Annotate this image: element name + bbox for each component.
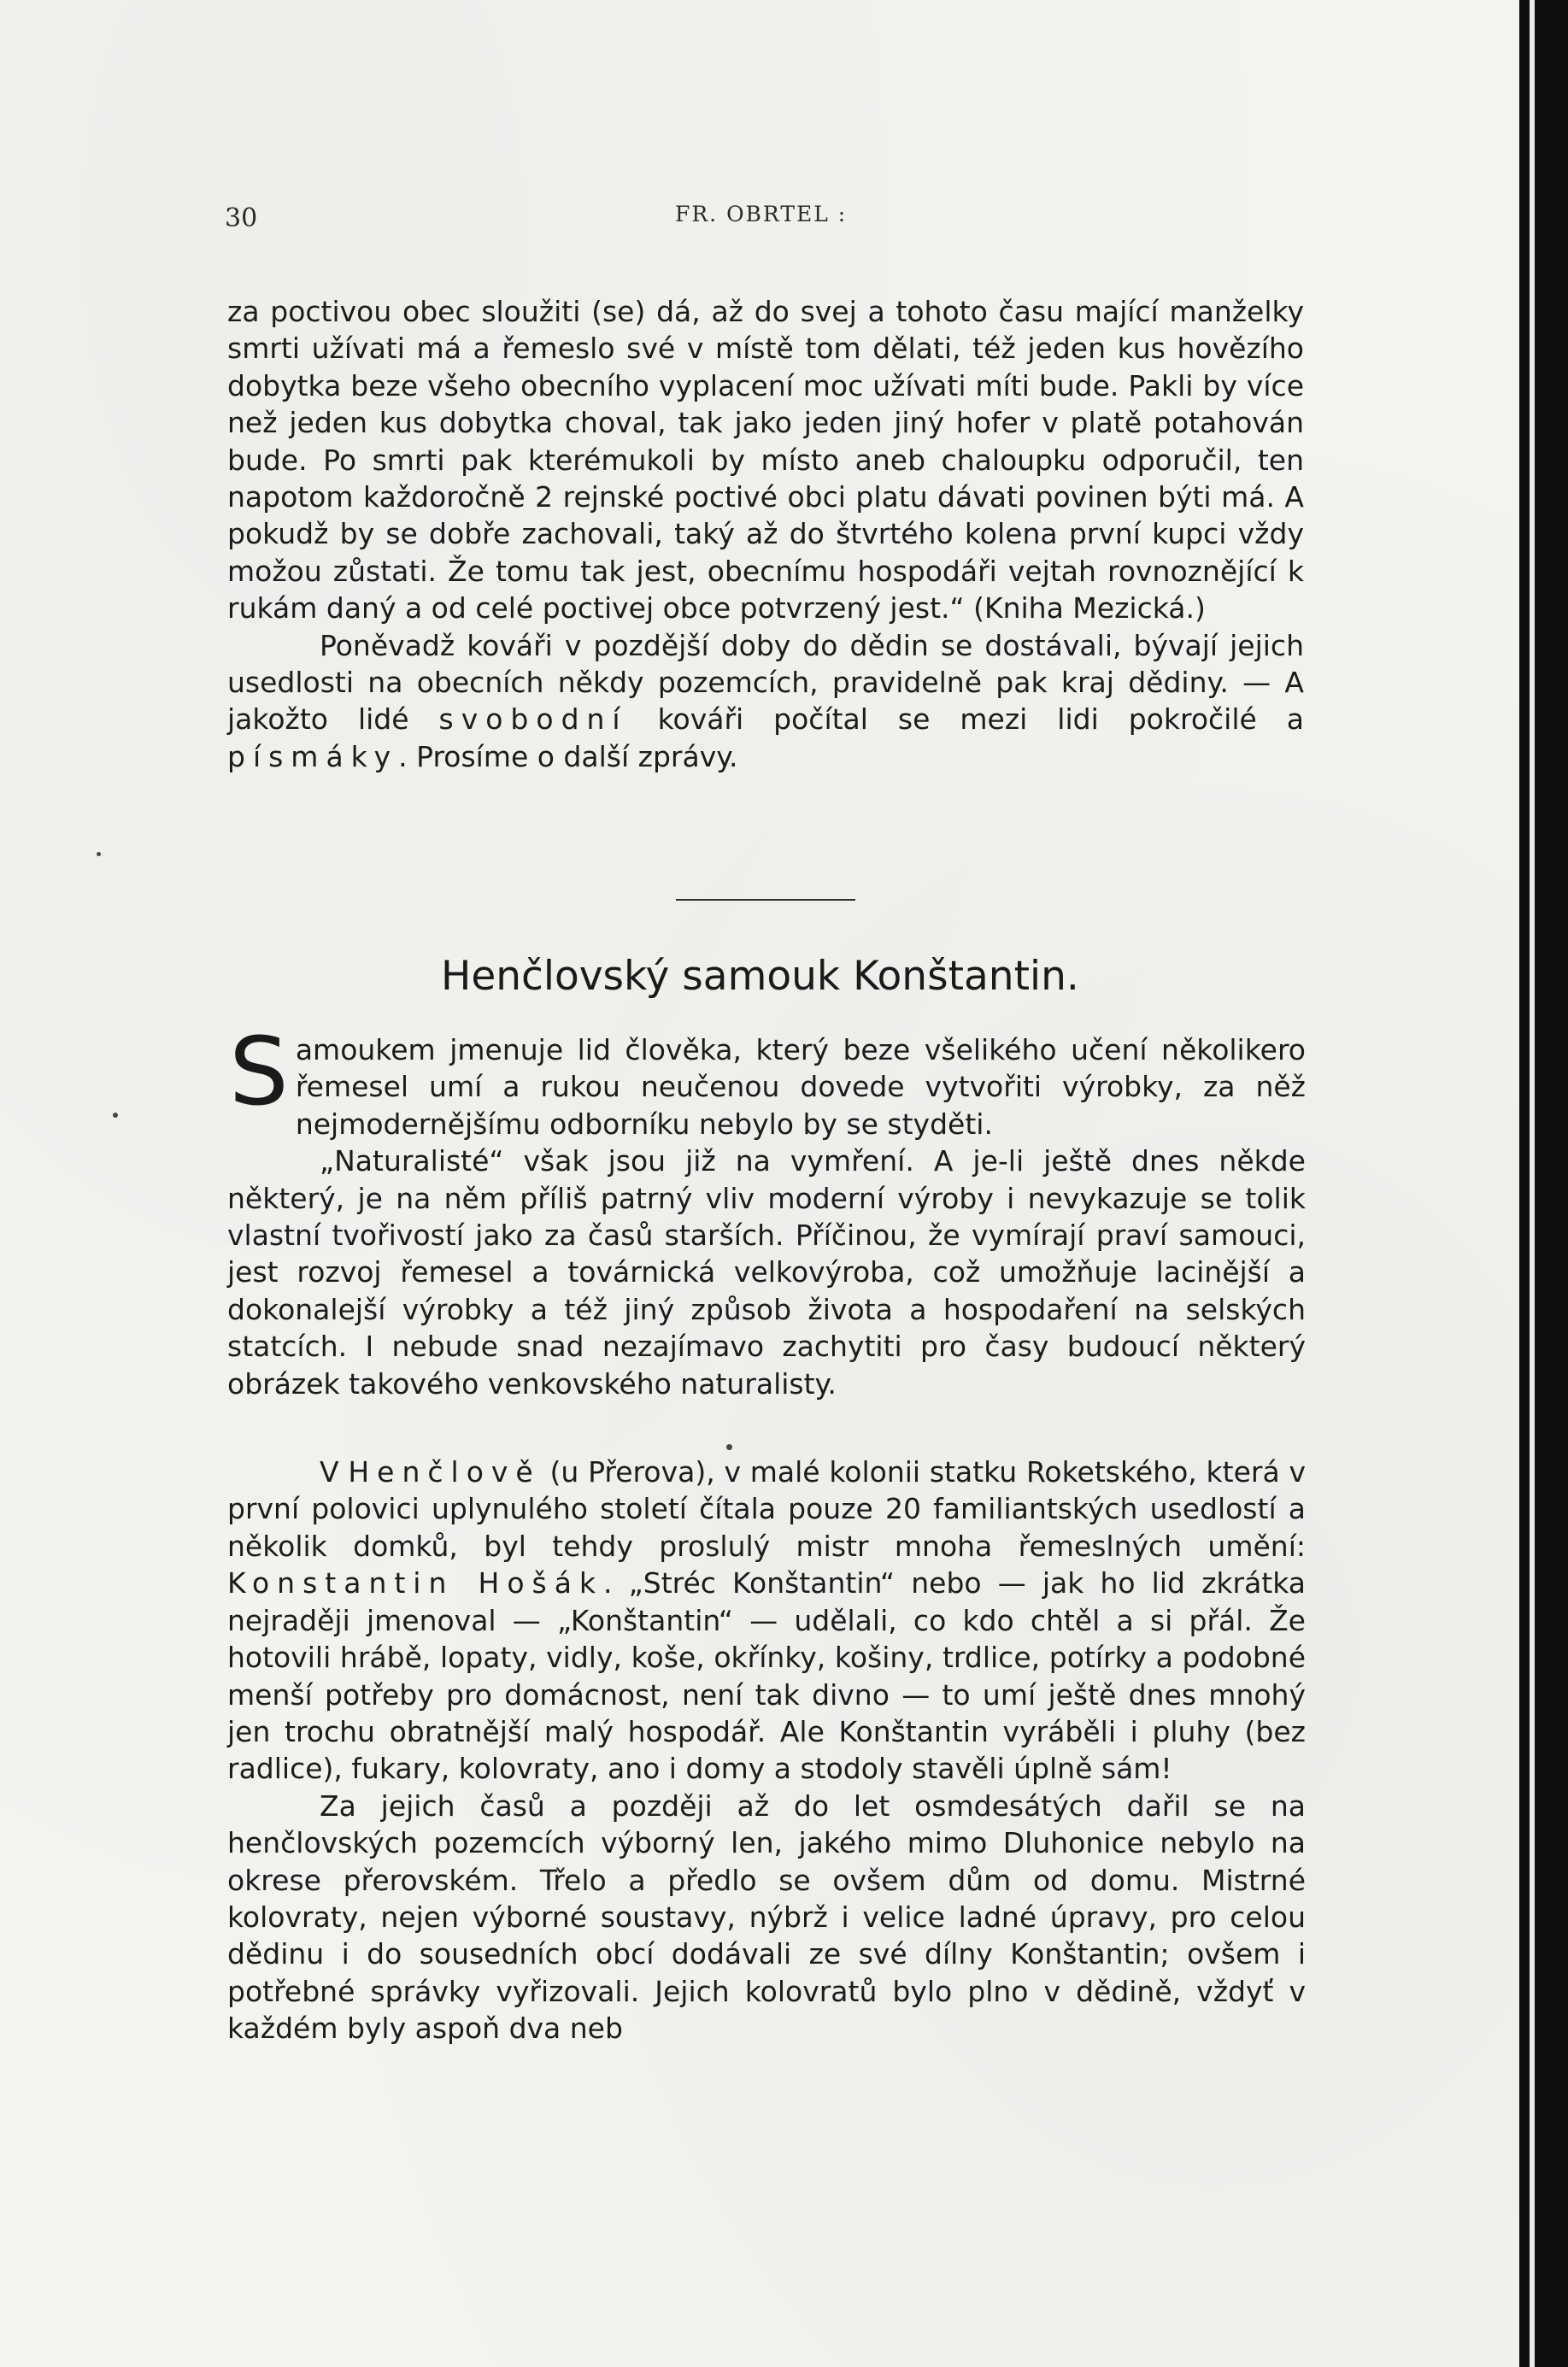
emphasis-svobodni: svobodní <box>438 702 628 737</box>
page-number: 30 <box>225 203 258 233</box>
emphasis-pismaky: písmáky <box>227 739 399 773</box>
article-p1-rest: amoukem jmenuje lid člověka, který beze všelikého učení několikero řemesel umí a rukou neučenou dovede vytvořiti výrobky, za něž nejmodernějšímu odborníku nebylo by se styděti. <box>295 1033 1306 1141</box>
article-body <box>227 1017 1306 2047</box>
intro-p2-part-c: . Prosíme o další zprávy. <box>398 739 738 773</box>
scan-speck <box>726 1444 732 1450</box>
paragraph-gap <box>227 1402 1306 1454</box>
section-divider <box>676 899 855 901</box>
article-p3-part-b: (u Přerova), v malé kolonii statku Roketského, která v první polovici uplynulého století čítala pouze 20 familiantských usedlostí a několik domků, byl tehdy proslulý mistr mnoha řemeslných umění: <box>227 1455 1306 1563</box>
emphasis-henclove: Henčlově <box>348 1455 541 1489</box>
scan-speck <box>113 1113 118 1118</box>
article-p3-part-c: . „Stréc Konštantin“ nebo — jak ho lid zkrátka nejraději jmenoval — „Konštantin“ — udělali, co kdo chtěl a si přál. Že hotovili hrábě, lopaty, vidly, koše, okřínky, košiny, trdlice, potírky a podobné menší potřeby pro domácnost, není tak divno — to umí ještě dnes mnohý jen trochu obratnější malý hospodář. Ale Konštantin vyráběli i pluhy (bez radlice), fukary, kolovraty, ano i domy a stodoly stavěli úplně sám! <box>227 1566 1306 1786</box>
article-p3-part-a: V <box>320 1455 349 1489</box>
drop-cap: S <box>229 1017 289 1126</box>
intro-paragraph-2 <box>227 627 1304 776</box>
emphasis-konstantin-hosak: Konstantin Hošák <box>227 1566 604 1601</box>
article-title: Henčlovský samouk Konštantin. <box>441 953 1079 1000</box>
intro-p2-part-b: kováři počítal se mezi lidi pokročilé a <box>627 702 1304 737</box>
running-head: FR. OBRTEL : <box>675 202 848 226</box>
article-paragraph-4: Za jejich časů a později až do let osmdesátých dařil se na henčlovských pozemcích výborný len, jakého mimo Dluhonice nebylo na okrese přerovském. Třelo a předlo se ovšem dům od domu. Mistrné kolovraty, nejen výborné soustavy, nýbrž i velice ladné úpravy, pro celou dědinu i do sousedních obcí dodávali ze své dílny Konštantin; ovšem i potřebné správky vyřizovali. Jejich kolovratů bylo plno v dědině, vždyť v každém byly aspoň dva neb <box>227 1788 1306 2046</box>
adjacent-page-edge <box>1530 0 1535 2367</box>
scan-speck <box>97 852 101 856</box>
article-paragraph-2: „Naturalisté“ však jsou již na vymření. A je-li ještě dnes někde některý, je na něm příliš patrný vliv moderní výroby i nevykazuje se tolik vlastní tvořivostí jako za časů starších. Příčinou, že vymírají praví samouci, jest rozvoj řemesel a továrnická velkovýroba, což umožňuje lacinější a dokonalejší výrobky a též jiný způsob života a hospodaření na selských statcích. I nebude snad nezajímavo zachytiti pro časy budoucí některý obrázek takového venkovského naturalisty. <box>227 1144 1306 1401</box>
intro-text <box>227 293 1304 775</box>
intro-paragraph-1: za poctivou obec sloužiti (se) dá, až do svej a tohoto času mající manželky smrti užívati má a řemeslo své v místě tom dělati, též jeden kus hovězího dobytka beze všeho obecního vyplacení moc užívati míti bude. Pakli by více než jeden kus dobytka choval, tak jako jeden jiný hofer v platě potahován bude. Po smrti pak kterémukoli by místo aneb chaloupku odporučil, ten napotom každoročně 2 rejnské poctivé obci platu dávati povinen býti má. A pokudž by se dobře zachovali, taký až do štvrtého kolena první kupci vždy možou zůstati. Že tomu tak jest, obecnímu hospodáři vejtah rovnoznějící k rukám daný a od celé poctivej obce potvrzený jest.“ (Kniha Mezická.) <box>227 295 1304 626</box>
scan-border <box>1519 0 1568 2367</box>
intro-p2-part-a: Poněvadž kováři v pozdější doby do dědin se dostávali, bývají jejich usedlosti na obecních někdy pozemcích, pravidelně pak kraj dědiny. — A jakožto lidé <box>227 628 1304 737</box>
article-paragraph-3 <box>227 1454 1306 1788</box>
article-paragraph-1 <box>227 1017 1306 1142</box>
